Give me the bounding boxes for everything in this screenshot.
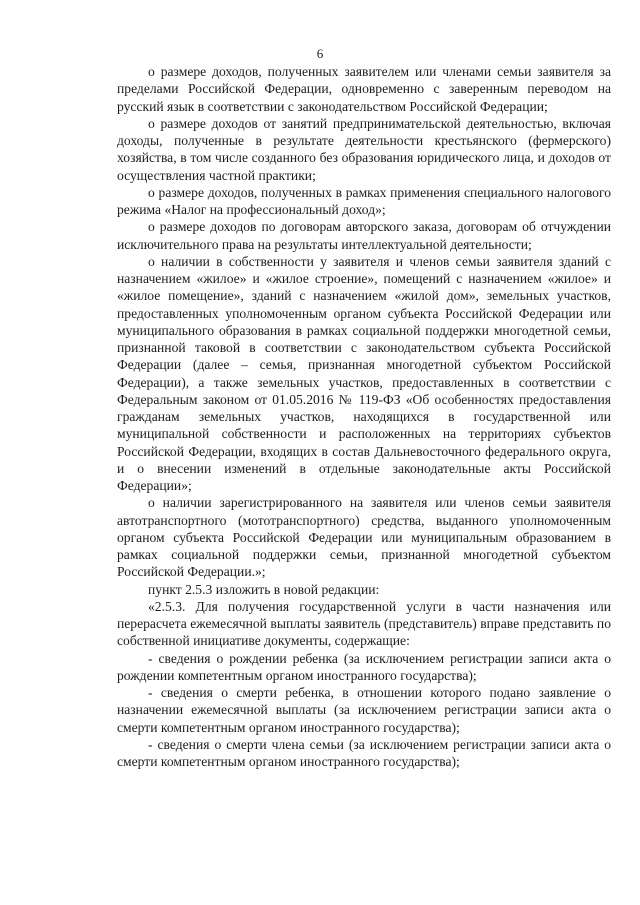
paragraph-amend-clause: пункт 2.5.3 изложить в новой редакции: (148, 581, 380, 597)
list-item-birth-info: - сведения о рождении ребенка (за исключением регистрации записи акта о рождении компетентным органом иностранного государства); (117, 650, 611, 683)
paragraph-author-contract-income: о размере доходов по договорам авторского заказа, договорам об отчуждении исключительного права на результаты интеллектуальной деятельности; (117, 219, 611, 252)
paragraph-business-income: о размере доходов от занятий предпринимательской деятельностью, включая доходы, полученные в результате деятельности крестьянского (фермерского) хозяйства, в том числе созданного без образования юридического лица, и доходов от осуществления частной практики; (117, 115, 611, 183)
page-number: 6 (316, 46, 324, 61)
paragraph-foreign-income: о размере доходов, полученных заявителем или членами семьи заявителя за пределами Российской Федерации, одновременно с заверенным переводом на русский язык в соответствии с законодательством Российской Федерации; (117, 64, 611, 114)
paragraph-vehicle-registration: о наличии зарегистрированного на заявителя или членов семьи заявителя автотранспортного (мототранспортного) средства, выданного уполномоченным органом субъекта Российской Федерации или муниципальным образованием в рамках социальной поддержки семьи, признанной многодетной субъектом Российской Федерации.»; (117, 495, 611, 580)
paragraph-professional-tax-income: о размере доходов, полученных в рамках применения специального налогового режима «Налог на профессиональный доход»; (117, 184, 611, 217)
paragraph-clause-2-5-3: «2.5.3. Для получения государственной услуги в части назначения или перерасчета ежемесячной выплаты заявитель (представитель) вправе представить по собственной инициативе документы, содержащие: (117, 598, 611, 649)
paragraph-property-ownership: о наличии в собственности у заявителя и членов семьи заявителя зданий с назначением «жилое» и «жилое строение», помещений с назначением «жилое» и «жилое помещение», зданий с назначением «жилой дом», земельных участков, предоставленных уполномоченным органом субъекта Российской Федерации или муниципального образования в рамках социальной поддержки многодетной семьи, признанной таковой в соответствии с законодательством субъекта Российской Федерации (далее – семья, признанная многодетной субъектом Российской Федерации), а также земельных участков, предоставленных в соответствии с Федеральным законом от 01.05.2016 № 119-ФЗ «Об особенностях предоставления гражданам земельных участков, находящихся в государственной или муниципальной собственности и расположенных на территориях субъектов Российской Федерации, входящих в состав Дальневосточного федерального округа, и о внесении изменений в отдельные законодательные акты Российской Федерации»; (117, 253, 611, 493)
list-item-child-death-info: - сведения о смерти ребенка, в отношении которого подано заявление о назначении ежемесячной выплаты (за исключением регистрации записи акта о смерти компетентным органом иностранного государства); (117, 685, 611, 735)
document-body (117, 63, 611, 770)
list-item-family-member-death-info: - сведения о смерти члена семьи (за исключением регистрации записи акта о смерти компетентным органом иностранного государства); (117, 736, 611, 769)
